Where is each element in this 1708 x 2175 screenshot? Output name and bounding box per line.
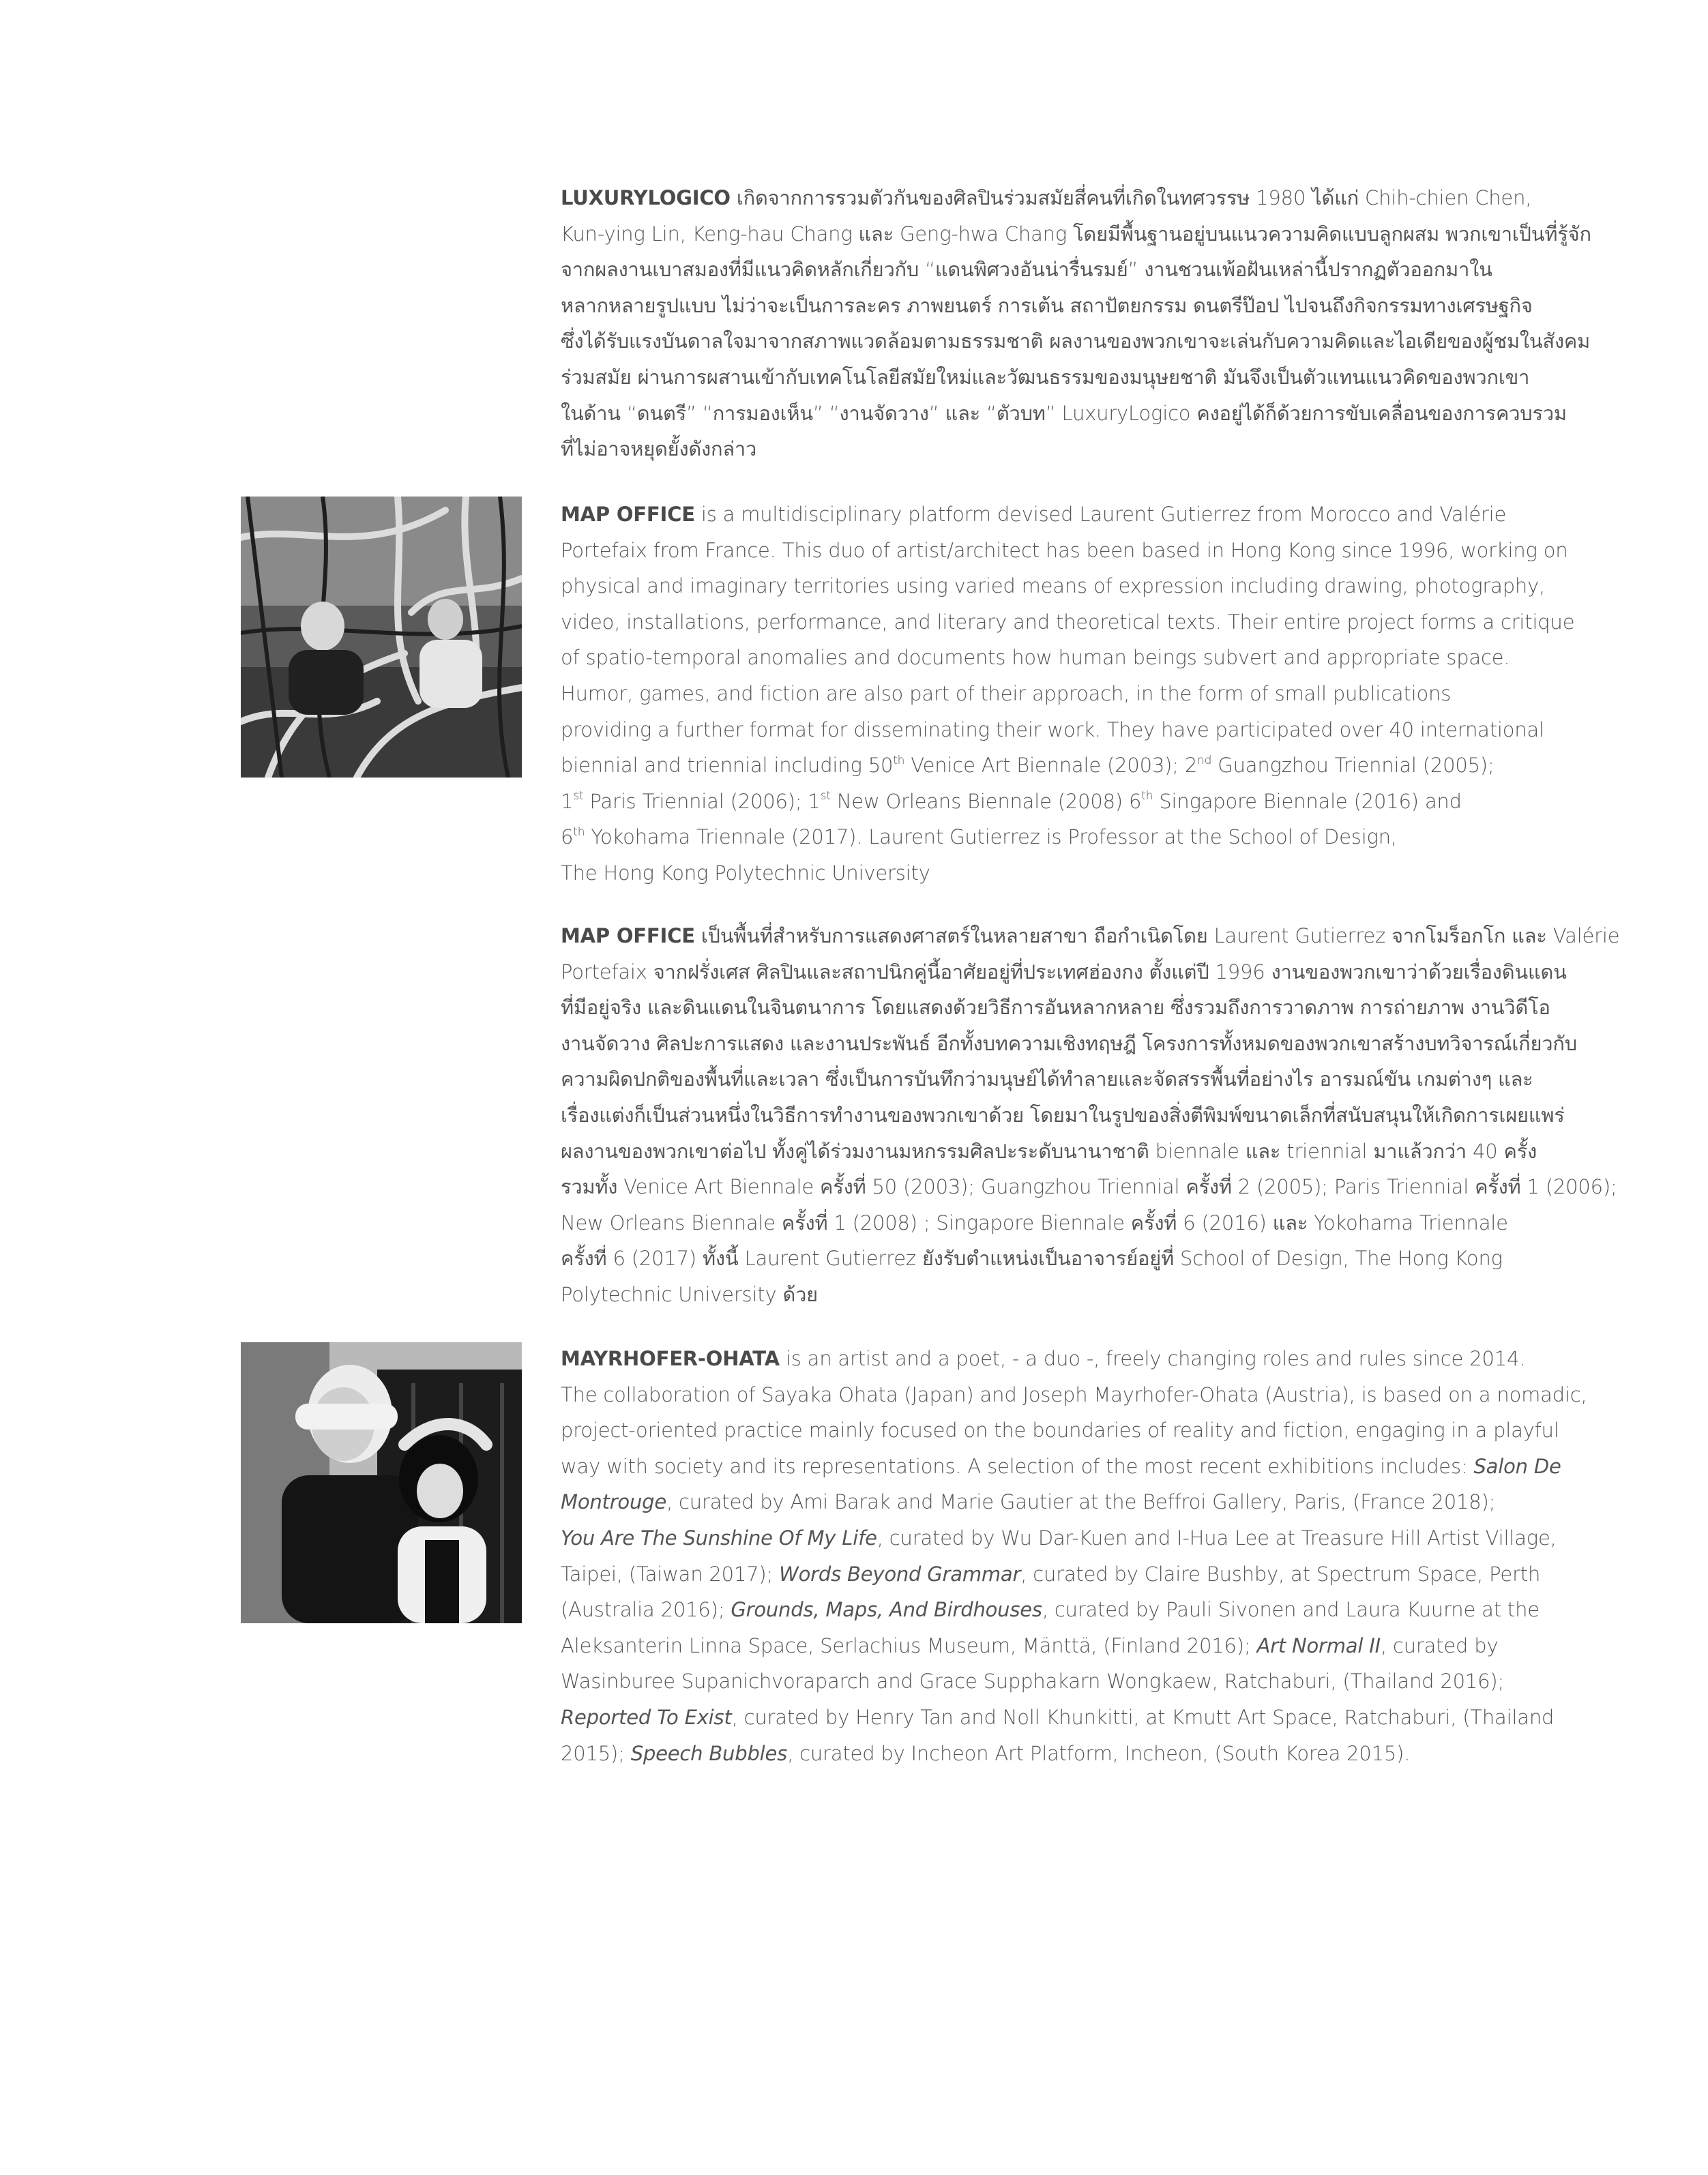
text-run: Singapore Biennale (2016) and: [1153, 789, 1462, 813]
paragraph-line: [561, 819, 1632, 855]
mayrhofer-ohata-english-block: [561, 1341, 1632, 1771]
mayrhofer-ohata-english-paragraph: [561, 1341, 1632, 1771]
paragraph-line: ที่มีอยู่จริง และดินแดนในจินตนาการ โดยแสดงด้วยวิธีการอันหลากหลาย ซึ่งรวมถึงการวาดภาพ การถ่ายภาพ งานวิดีโอ: [561, 996, 1550, 1020]
paragraph-line: video, installations, performance, and literary and theoretical texts. Their entire project forms a critique: [561, 610, 1575, 634]
text-run: New Orleans Biennale (2008) 6: [830, 789, 1142, 813]
ordinal-suffix: nd: [1197, 753, 1212, 767]
paragraph-line: ร่วมสมัย ผ่านการผสานเข้ากับเทคโนโลยีสมัยใหม่และวัฒนธรรมของมนุษยชาติ มันจึงเป็นตัวแทนแนวคิดของพวกเขา: [561, 365, 1530, 389]
map-office-english-block: [561, 497, 1632, 891]
text-run: , curated by Henry Tan and Noll Khunkitti, at Kmutt Art Space, Ratchaburi, (Thailand: [731, 1705, 1555, 1729]
text-run: , curated by Pauli Sivonen and Laura Kuurne at the: [1042, 1598, 1540, 1622]
ordinal-suffix: th: [893, 753, 905, 767]
paragraph-line: [561, 1592, 1632, 1628]
paragraph-line: The collaboration of Sayaka Ohata (Japan) and Joseph Mayrhofer-Ohata (Austria), is based on a nomadic,: [561, 1382, 1587, 1406]
ordinal-suffix: st: [820, 789, 831, 803]
text-run: Paris Triennial (2006); 1: [583, 789, 821, 813]
paragraph-line: [561, 1736, 1632, 1772]
paragraph-line: [561, 1484, 1632, 1520]
ordinal-suffix: th: [1141, 789, 1153, 803]
paragraph-line: Portefaix จากฝรั่งเศส ศิลปินและสถาปนิกคู่นี้อาศัยอยู่ที่ประเทศฮ่องกง ตั้งแต่ปี 1996 งานของพวกเขาว่าด้วยเรื่องดินแดน: [561, 960, 1567, 983]
paragraph-line: of spatio-temporal anomalies and documents how human beings subvert and appropriate space.: [561, 646, 1510, 670]
paragraph-line: ครั้งที่ 6 (2017) ทั้งนี้ Laurent Gutierrez ยังรับตำแหน่งเป็นอาจารย์อยู่ที่ School of Design, The Hong Kong: [561, 1247, 1503, 1271]
paragraph-line: [561, 1556, 1632, 1593]
paragraph-line: รวมทั้ง Venice Art Biennale ครั้งที่ 50 (2003); Guangzhou Triennial ครั้งที่ 2 (2005); Paris Triennial ครั้งที่ 1 (2006);: [561, 1175, 1617, 1199]
mayrhofer-ohata-name: MAYRHOFER-OHATA: [561, 1347, 780, 1370]
text-run: biennial and triennial including 50: [561, 754, 894, 778]
text-run: 6: [561, 825, 574, 849]
paragraph-line: Kun-ying Lin, Keng-hau Chang และ Geng-hwa Chang โดยมีพื้นฐานอยู่บนแนวความคิดแบบลูกผสม พวกเขาเป็นที่รู้จัก: [561, 222, 1591, 246]
text-run: , curated by Claire Bushby, at Spectrum Space, Perth: [1020, 1562, 1541, 1586]
paragraph-line: เกิดจากการรวมตัวกันของศิลปินร่วมสมัยสี่คนที่เกิดในทศวรรษ 1980 ได้แก่ Chih-chien Chen,: [730, 186, 1532, 209]
text-run: , curated by: [1380, 1633, 1499, 1657]
exhibition-title: Grounds, Maps, And Birdhouses: [731, 1598, 1042, 1622]
map-office-photo: [241, 497, 522, 778]
exhibition-title: Montrouge: [561, 1490, 667, 1514]
paragraph-line: The Hong Kong Polytechnic University: [561, 861, 930, 885]
paragraph-line: is an artist and a poet, - a duo -, freely changing roles and rules since 2014.: [779, 1347, 1526, 1370]
exhibition-title: Reported To Exist: [561, 1705, 732, 1729]
text-run: , curated by Incheon Art Platform, Incheon, (South Korea 2015).: [787, 1741, 1411, 1765]
paragraph-line: [561, 1628, 1632, 1664]
map-office-name: MAP OFFICE: [561, 924, 695, 947]
paragraph-line: ซึ่งได้รับแรงบันดาลใจมาจากสภาพแวดล้อมตามธรรมชาติ ผลงานของพวกเขาจะเล่นกับความคิดและไอเดียของผู้ชมในสังคม: [561, 329, 1591, 353]
paragraph-line: is a multidisciplinary platform devised Laurent Gutierrez from Morocco and Valérie: [694, 503, 1507, 526]
exhibition-title: Speech Bubbles: [630, 1741, 788, 1765]
paragraph-line: Wasinburee Supanichvoraparch and Grace Supphakarn Wongkaew, Ratchaburi, (Thailand 2016);: [561, 1670, 1505, 1693]
paragraph-line: [561, 1449, 1632, 1485]
exhibition-title: Art Normal II: [1256, 1633, 1381, 1657]
paragraph-line: project-oriented practice mainly focused on the boundaries of reality and fiction, engaging in a playful: [561, 1419, 1559, 1442]
paragraph-line: [561, 784, 1632, 820]
text-run: , curated by Wu Dar-Kuen and I-Hua Lee at Treasure Hill Artist Village,: [877, 1526, 1557, 1550]
ordinal-suffix: st: [573, 789, 584, 803]
text-run: Yokohama Triennale (2017). Laurent Gutierrez is Professor at the School of Design,: [585, 825, 1397, 849]
exhibition-title: Words Beyond Grammar: [779, 1562, 1021, 1586]
text-run: Aleksanterin Linna Space, Serlachius Museum, Mänttä, (Finland 2016);: [561, 1633, 1257, 1657]
paragraph-line: Humor, games, and fiction are also part of their approach, in the form of small publications: [561, 681, 1452, 705]
exhibition-title: You Are The Sunshine Of My Life: [561, 1526, 877, 1550]
mayrhofer-ohata-photo: [241, 1342, 522, 1623]
paragraph-line: ความผิดปกติของพื้นที่และเวลา ซึ่งเป็นการบันทึกว่ามนุษย์ได้ทำลายและจัดสรรพื้นที่อย่างไร อารมณ์ขัน เกมต่างๆ และ: [561, 1067, 1533, 1091]
paragraph-line: Polytechnic University ด้วย: [561, 1282, 818, 1306]
paragraph-line: หลากหลายรูปแบบ ไม่ว่าจะเป็นการละคร ภาพยนตร์ การเต้น สถาปัตยกรรม ดนตรีป๊อป ไปจนถึงกิจกรรมทางเศรษฐกิจ: [561, 293, 1533, 317]
luxurylogico-thai-paragraph: [561, 180, 1632, 467]
text-run: , curated by Ami Barak and Marie Gautier at the Beffroi Gallery, Paris, (France 2018);: [666, 1490, 1496, 1514]
paragraph-line: [561, 1700, 1632, 1736]
luxurylogico-name: LUXURYLOGICO: [561, 186, 731, 209]
paragraph-line: [561, 1520, 1632, 1556]
paragraph-line: ผลงานของพวกเขาต่อไป ทั้งคู่ได้ร่วมงานมหกรรมศิลปะระดับนานาชาติ biennale และ triennial มาแล้วกว่า 40 ครั้ง: [561, 1139, 1537, 1163]
text-run: way with society and its representations. A selection of the most recent exhibitions includes:: [561, 1454, 1474, 1478]
text-run: 2015);: [561, 1741, 631, 1765]
text-run: (Australia 2016);: [561, 1598, 731, 1622]
paragraph-line: Portefaix from France. This duo of artist/architect has been based in Hong Kong since 1996, working on: [561, 538, 1568, 562]
ordinal-suffix: th: [573, 825, 585, 839]
paragraph-line: จากผลงานเบาสมองที่มีแนวคิดหลักเกี่ยวกับ “แดนพิศวงอันน่ารื่นรมย์” งานชวนเพ้อฝันเหล่านี้ปรากฏตัวออกมาใน: [561, 258, 1492, 282]
text-run: Guangzhou Triennial (2005);: [1211, 754, 1494, 778]
paragraph-line: เป็นพื้นที่สำหรับการแสดงศาสตร์ในหลายสาขา ถือกำเนิดโดย Laurent Gutierrez จากโมร็อกโก และ Valérie: [694, 924, 1620, 947]
luxurylogico-thai-block: [561, 180, 1632, 467]
paragraph-line: ที่ไม่อาจหยุดยั้งดังกล่าว: [561, 437, 757, 461]
paragraph-line: เรื่องแต่งก็เป็นส่วนหนึ่งในวิธีการทำงานของพวกเขาด้วย โดยมาในรูปของสิ่งตีพิมพ์ขนาดเล็กที่สนับสนุนให้เกิดการเผยแพร่: [561, 1103, 1565, 1127]
paragraph-line: งานจัดวาง ศิลปะการแสดง และงานประพันธ์ อีกทั้งบทความเชิงทฤษฎี โครงการทั้งหมดของพวกเขาสร้างบทวิจารณ์เกี่ยวกับ: [561, 1031, 1577, 1055]
paragraph-line: [561, 748, 1632, 784]
paragraph-line: providing a further format for disseminating their work. They have participated over 40 international: [561, 717, 1544, 741]
paragraph-line: physical and imaginary territories using varied means of expression including drawing, photography,: [561, 574, 1546, 598]
map-office-thai-block: [561, 918, 1632, 1313]
text-run: 1: [561, 789, 574, 813]
exhibition-title: Salon De: [1473, 1454, 1561, 1478]
map-office-name: MAP OFFICE: [561, 503, 695, 526]
paragraph-line: ในด้าน “ดนตรี” “การมองเห็น” “งานจัดวาง” และ “ตัวบท” LuxuryLogico คงอยู่ได้ก็ด้วยการขับเคลื่อนของการควบรวม: [561, 401, 1567, 425]
text-run: Taipei, (Taiwan 2017);: [561, 1562, 780, 1586]
paragraph-line: New Orleans Biennale ครั้งที่ 1 (2008) ; Singapore Biennale ครั้งที่ 6 (2016) และ Yokohama Triennale: [561, 1211, 1508, 1234]
map-office-english-paragraph: [561, 497, 1632, 891]
text-run: Venice Art Biennale (2003); 2: [904, 754, 1198, 778]
map-office-thai-paragraph: [561, 918, 1632, 1313]
